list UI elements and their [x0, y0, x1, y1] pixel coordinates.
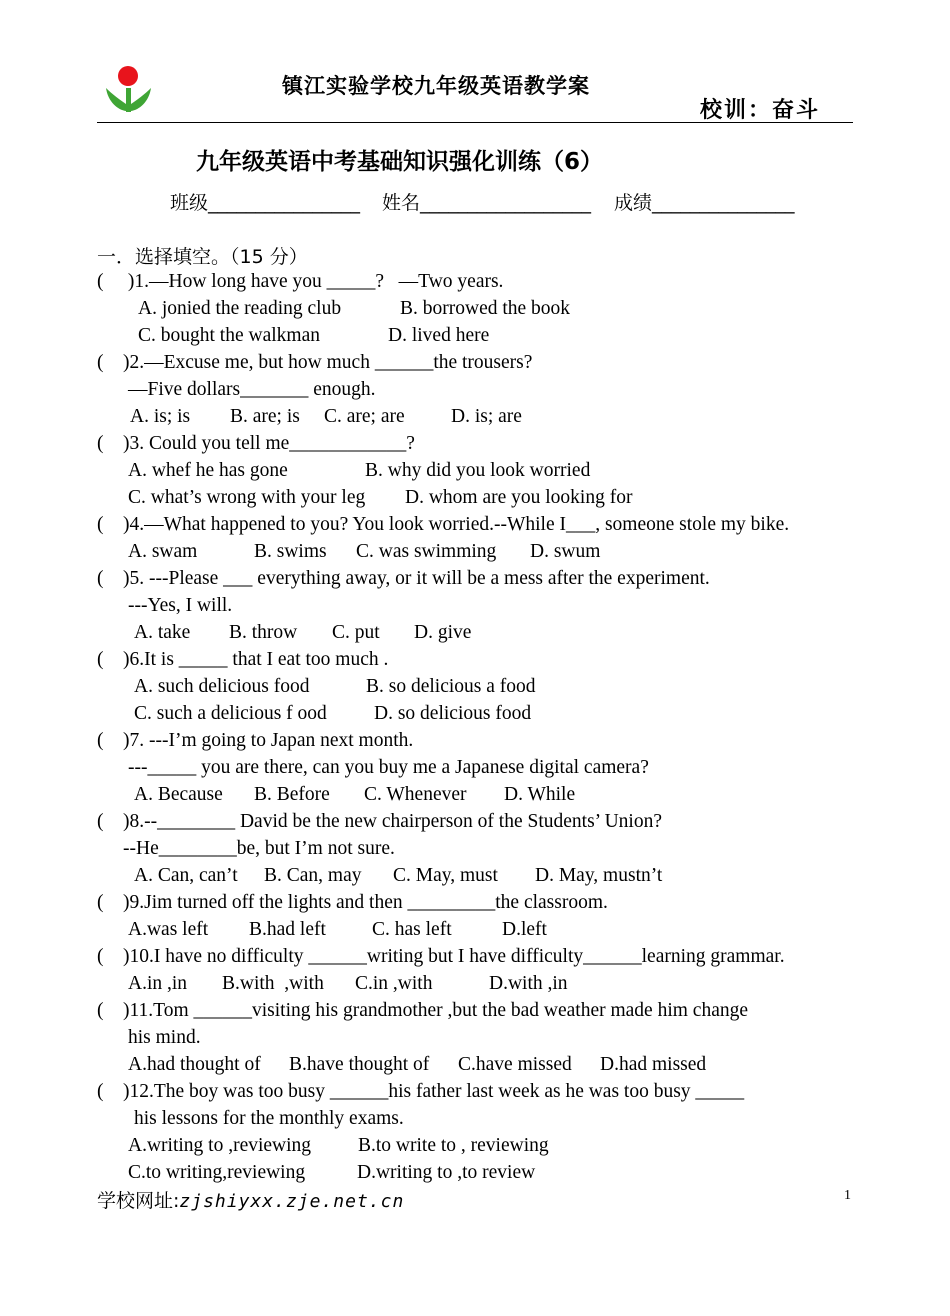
answer-option: D. lived here	[388, 325, 490, 346]
answer-option: A.in ,in	[128, 973, 188, 994]
answer-option: C.have missed	[458, 1054, 572, 1075]
answer-option: C. such a delicious f ood	[134, 703, 327, 724]
school-header-title: 镇江实验学校九年级英语教学案	[282, 74, 590, 98]
question-line: ( )12.The boy was too busy ______his father last week as he was too busy _____	[97, 1081, 745, 1102]
answer-option: A. jonied the reading club	[138, 298, 342, 319]
answer-option: D. swum	[530, 541, 601, 562]
header-divider	[97, 122, 853, 123]
question-line: ( )4.—What happened to you? You look worried.--While I___, someone stole my bike.	[97, 514, 790, 535]
answer-option: D.left	[502, 919, 547, 940]
answer-option: C. has left	[372, 919, 452, 940]
question-line: his lessons for the monthly exams.	[134, 1108, 404, 1129]
answer-option: B. Before	[254, 784, 330, 805]
answer-option: D.writing to ,to review	[357, 1162, 536, 1183]
answer-option: B. throw	[229, 622, 298, 643]
logo-red-dot	[118, 66, 138, 86]
answer-option: D. so delicious food	[374, 703, 532, 724]
question-line: ---_____ you are there, can you buy me a Japanese digital camera?	[128, 757, 649, 778]
logo-stem	[126, 88, 131, 112]
answer-option: A. Because	[134, 784, 223, 805]
answer-option: A. take	[134, 622, 191, 643]
answer-option: A. swam	[128, 541, 198, 562]
answer-option: A. Can, can’t	[134, 865, 238, 886]
answer-option: A.had thought of	[128, 1054, 261, 1075]
page-title: 九年级英语中考基础知识强化训练（6）	[196, 149, 604, 175]
score-field-label: 成绩_______________	[614, 192, 795, 214]
answer-option: A.was left	[128, 919, 209, 940]
answer-option: D.with ,in	[489, 973, 568, 994]
name-field-label: 姓名__________________	[382, 192, 592, 214]
answer-option: B.with ,with	[222, 973, 324, 994]
page-number: 1	[844, 1188, 851, 1203]
answer-option: B.have thought of	[289, 1054, 430, 1075]
footer-website-label: 学校网址:	[97, 1190, 180, 1212]
answer-option: C. put	[332, 622, 380, 643]
answer-option: C. what’s wrong with your leg	[128, 487, 366, 508]
school-logo-icon	[104, 64, 154, 114]
question-line: ( )7. ---I’m going to Japan next month.	[97, 730, 414, 751]
answer-option: B.to write to , reviewing	[358, 1135, 549, 1156]
answer-option: C.to writing,reviewing	[128, 1162, 306, 1183]
logo-right-leaf	[131, 88, 151, 111]
answer-option: C.in ,with	[355, 973, 433, 994]
answer-option: A.writing to ,reviewing	[128, 1135, 312, 1156]
answer-option: A. such delicious food	[134, 676, 310, 697]
answer-option: C. bought the walkman	[138, 325, 320, 346]
class-field-label: 班级________________	[170, 192, 361, 214]
section-heading: 一．选择填空。（15 分）	[97, 246, 308, 268]
question-line: ( )1.—How long have you _____? —Two years.	[97, 271, 504, 292]
logo-left-leaf	[106, 88, 126, 111]
question-line: —Five dollars_______ enough.	[128, 379, 376, 400]
answer-option: D. While	[504, 784, 576, 805]
question-line: ( )2.—Excuse me, but how much ______the trousers?	[97, 352, 533, 373]
school-motto: 校训：奋斗	[700, 98, 821, 123]
answer-option: D. is; are	[451, 406, 522, 427]
answer-option: B. are; is	[230, 406, 300, 427]
answer-option: B. why did you look worried	[365, 460, 591, 481]
question-line: ( )3. Could you tell me____________?	[97, 433, 415, 454]
answer-option: B. borrowed the book	[400, 298, 571, 319]
footer-website-url: zjshiyxx.zje.net.cn	[179, 1191, 405, 1212]
answer-option: B.had left	[249, 919, 326, 940]
question-line: --He________be, but I’m not sure.	[123, 838, 395, 859]
answer-option: B. swims	[254, 541, 327, 562]
answer-option: C. Whenever	[364, 784, 467, 805]
answer-option: C. May, must	[393, 865, 498, 886]
answer-option: D. give	[414, 622, 472, 643]
answer-option: B. Can, may	[264, 865, 362, 886]
answer-option: D.had missed	[600, 1054, 707, 1075]
question-line: ( )6.It is _____ that I eat too much .	[97, 649, 389, 670]
answer-option: D. May, mustn’t	[535, 865, 663, 886]
question-line: his mind.	[128, 1027, 201, 1048]
question-line: ( )8.--________ David be the new chairperson of the Students’ Union?	[97, 811, 662, 832]
question-line: ( )9.Jim turned off the lights and then _________the classroom.	[97, 892, 608, 913]
question-line: ( )5. ---Please ___ everything away, or it will be a mess after the experiment.	[97, 568, 710, 589]
question-line: ---Yes, I will.	[128, 595, 233, 616]
question-line: ( )11.Tom ______visiting his grandmother ,but the bad weather made him change	[97, 1000, 749, 1021]
answer-option: B. so delicious a food	[366, 676, 536, 697]
answer-option: C. was swimming	[356, 541, 497, 562]
answer-option: A. whef he has gone	[128, 460, 288, 481]
footer-website	[97, 1186, 404, 1213]
question-line: ( )10.I have no difficulty ______writing but I have difficulty______learning grammar.	[97, 946, 785, 967]
answer-option: D. whom are you looking for	[405, 487, 633, 508]
answer-option: A. is; is	[130, 406, 191, 427]
answer-option: C. are; are	[324, 406, 405, 427]
